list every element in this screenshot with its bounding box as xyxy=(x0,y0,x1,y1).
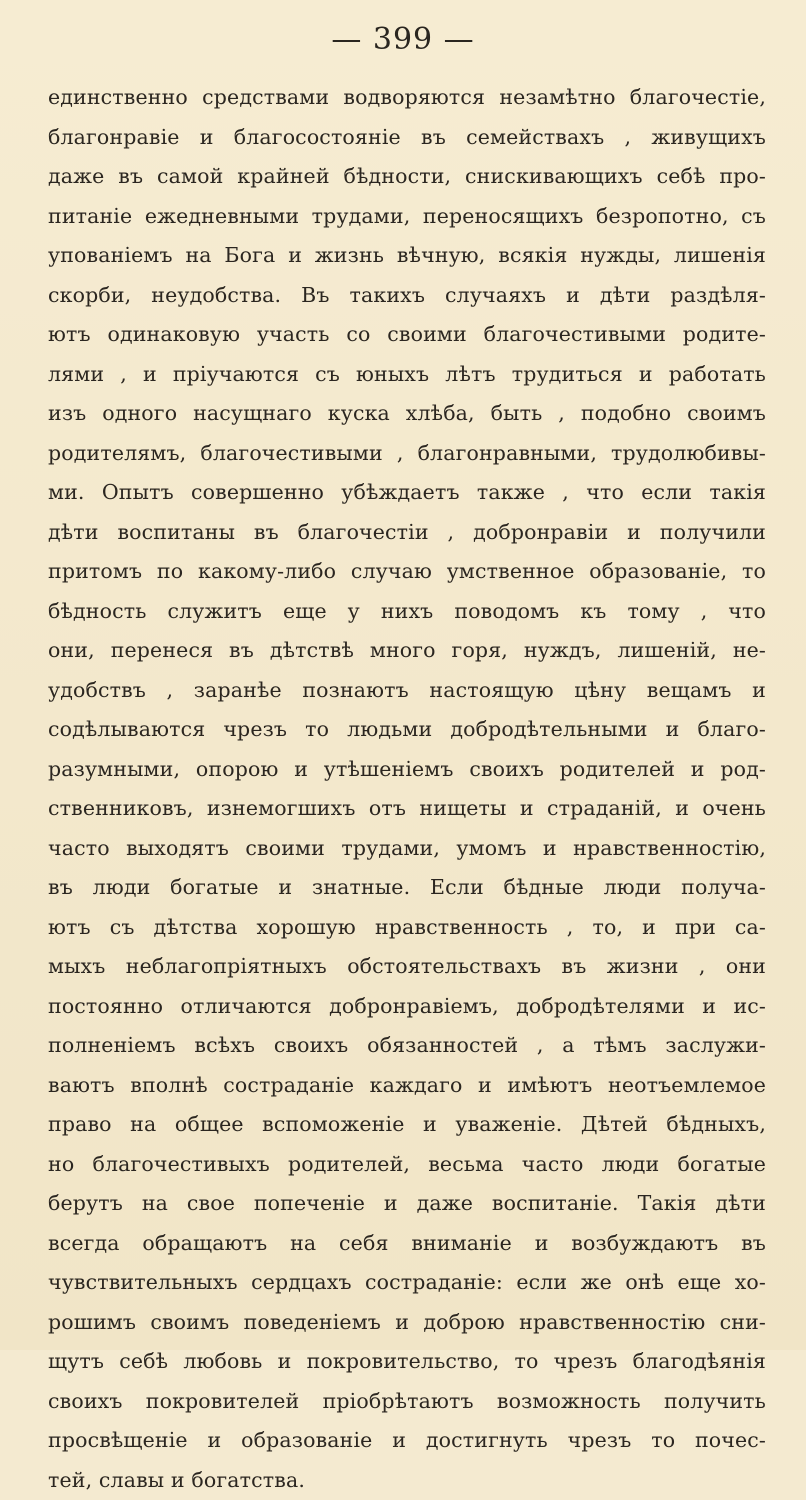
text-line: питаніе ежедневными трудами, переносящихъ безропотно, съ xyxy=(48,197,766,237)
text-line: всегда обращаютъ на себя вниманіе и возбуждаютъ въ xyxy=(48,1224,766,1264)
text-line: дѣти воспитаны въ благочестіи , добронравіи и получили xyxy=(48,513,766,553)
text-line: просвѣщеніе и образованіе и достигнуть чрезъ то почес- xyxy=(48,1421,766,1461)
text-line-last: тей, славы и богатства. xyxy=(48,1461,766,1500)
page-number: — 399 — xyxy=(0,22,806,57)
text-line: ственниковъ, изнемогшихъ отъ нищеты и страданій, и очень xyxy=(48,789,766,829)
text-line: даже въ самой крайней бѣдности, снискивающихъ себѣ про- xyxy=(48,157,766,197)
text-line: они, перенеся въ дѣтствѣ много горя, нуждъ, лишеній, не- xyxy=(48,631,766,671)
text-line: упованіемъ на Бога и жизнь вѣчную, всякія нужды, лишенія xyxy=(48,236,766,276)
text-line: щутъ себѣ любовь и покровительство, то чрезъ благодѣянія xyxy=(48,1342,766,1382)
text-line: удобствъ , заранѣе познаютъ настоящую цѣну вещамъ и xyxy=(48,671,766,711)
text-line: рошимъ своимъ поведеніемъ и доброю нравственностію сни- xyxy=(48,1303,766,1343)
text-line: но благочестивыхъ родителей, весьма часто люди богатые xyxy=(48,1145,766,1185)
text-line: мыхъ неблагопріятныхъ обстоятельствахъ въ жизни , они xyxy=(48,947,766,987)
text-line: единственно средствами водворяются незамѣтно благочестіе, xyxy=(48,78,766,118)
text-line: ютъ съ дѣтства хорошую нравственность , то, и при са- xyxy=(48,908,766,948)
text-line: лями , и пріучаются съ юныхъ лѣтъ трудиться и работать xyxy=(48,355,766,395)
text-line: часто выходятъ своими трудами, умомъ и нравственностію, xyxy=(48,829,766,869)
text-line: притомъ по какому-либо случаю умственное образованіе, то xyxy=(48,552,766,592)
text-line: чувствительныхъ сердцахъ состраданіе: если же онѣ еще хо- xyxy=(48,1263,766,1303)
text-line: въ люди богатые и знатные. Если бѣдные люди получа- xyxy=(48,868,766,908)
text-line: изъ одного насущнаго куска хлѣба, быть , подобно своимъ xyxy=(48,394,766,434)
text-line: полненіемъ всѣхъ своихъ обязанностей , а тѣмъ заслужи- xyxy=(48,1026,766,1066)
text-line: постоянно отличаются добронравіемъ, добродѣтелями и ис- xyxy=(48,987,766,1027)
text-line: своихъ покровителей пріобрѣтаютъ возможность получить xyxy=(48,1382,766,1422)
text-line: право на общее вспоможеніе и уваженіе. Дѣтей бѣдныхъ, xyxy=(48,1105,766,1145)
text-line: ми. Опытъ совершенно убѣждаетъ также , что если такія xyxy=(48,473,766,513)
text-line: благонравіе и благосостояніе въ семействахъ , живущихъ xyxy=(48,118,766,158)
text-line: ваютъ вполнѣ состраданіе каждаго и имѣютъ неотъемлемое xyxy=(48,1066,766,1106)
text-line: родителямъ, благочестивыми , благонравными, трудолюбивы- xyxy=(48,434,766,474)
text-line: бѣдность служитъ еще у нихъ поводомъ къ тому , что xyxy=(48,592,766,632)
text-line: скорби, неудобства. Въ такихъ случаяхъ и дѣти раздѣля- xyxy=(48,276,766,316)
text-line: берутъ на свое попеченіе и даже воспитаніе. Такія дѣти xyxy=(48,1184,766,1224)
text-line: содѣлываются чрезъ то людьми добродѣтельными и благо- xyxy=(48,710,766,750)
text-line: ютъ одинаковую участь со своими благочестивыми родите- xyxy=(48,315,766,355)
text-line: разумными, опорою и утѣшеніемъ своихъ родителей и род- xyxy=(48,750,766,790)
body-text xyxy=(48,78,806,1500)
